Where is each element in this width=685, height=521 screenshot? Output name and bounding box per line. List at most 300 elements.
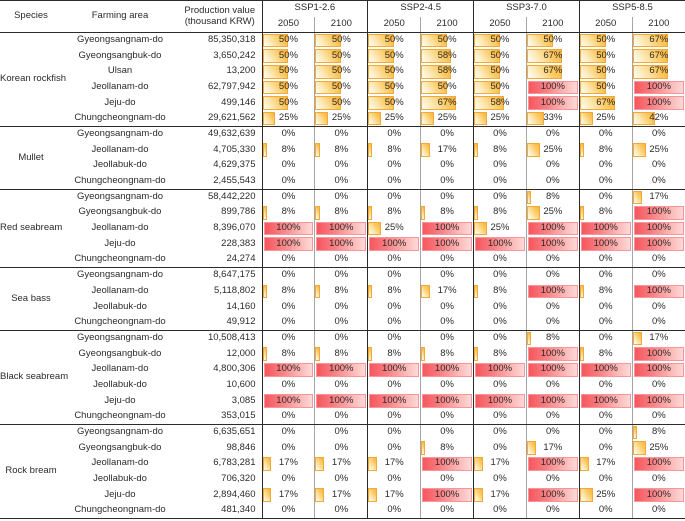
percent-label: 100% <box>540 394 565 406</box>
impact-percent-cell <box>421 95 474 111</box>
farming-area-cell: Jeju-do <box>104 237 136 249</box>
percent-label: 8% <box>493 347 507 359</box>
production-value-cell: 85,350,318 <box>178 33 262 49</box>
partial-impact-data-bar <box>527 441 536 455</box>
percent-label: 17% <box>331 457 351 469</box>
impact-percent-cell <box>474 331 527 347</box>
partial-impact-data-bar <box>421 206 425 220</box>
percent-label: 25% <box>278 112 298 124</box>
partial-impact-data-bar <box>633 426 637 439</box>
impact-percent-cell <box>262 142 315 158</box>
impact-percent-cell <box>474 456 527 472</box>
percent-label: 0% <box>493 159 507 171</box>
impact-percent-cell <box>632 503 685 519</box>
percent-label: 8% <box>281 347 296 359</box>
impact-percent-cell <box>368 362 421 378</box>
impact-percent-cell <box>315 80 368 96</box>
table-row <box>0 456 685 472</box>
percent-label: 8% <box>598 347 613 359</box>
impact-percent-cell <box>474 409 527 425</box>
percent-label: 17% <box>490 488 510 500</box>
percent-label: 100% <box>540 222 565 234</box>
percent-label: 0% <box>334 332 349 344</box>
percent-label: 8% <box>334 206 349 218</box>
percent-label: 25% <box>490 222 510 234</box>
percent-label: 0% <box>387 191 402 202</box>
percent-label: 0% <box>281 504 296 516</box>
impact-percent-cell <box>526 221 579 237</box>
percent-label: 0% <box>334 504 349 516</box>
percent-label: 100% <box>540 347 565 359</box>
impact-percent-cell <box>632 315 685 331</box>
partial-impact-data-bar <box>474 222 487 236</box>
species-group-label: Mullet <box>0 127 62 190</box>
percent-label: 0% <box>545 159 560 171</box>
percent-label: 100% <box>646 363 672 375</box>
production-value-cell: 10,508,413 <box>178 331 262 347</box>
partial-impact-data-bar <box>263 206 267 220</box>
impact-percent-cell <box>315 487 368 503</box>
partial-impact-data-bar <box>474 143 478 157</box>
table-row <box>0 48 685 64</box>
percent-label: 0% <box>387 332 402 344</box>
impact-percent-cell <box>632 487 685 503</box>
percent-label: 50% <box>596 80 616 92</box>
production-value-cell: 8,647,175 <box>178 268 262 284</box>
impact-percent-cell <box>474 205 527 221</box>
table-row <box>0 158 685 174</box>
percent-label: 0% <box>334 269 349 281</box>
percent-label: 0% <box>281 473 296 485</box>
percent-label: 0% <box>545 410 560 422</box>
percent-label: 100% <box>540 457 565 469</box>
impact-percent-cell <box>579 409 632 425</box>
percent-label: 8% <box>493 143 507 155</box>
impact-percent-cell <box>262 48 315 64</box>
production-value-cell: 481,340 <box>178 503 262 519</box>
percent-label: 50% <box>596 65 616 77</box>
percent-label: 0% <box>652 300 666 312</box>
partial-impact-data-bar <box>421 112 434 125</box>
percent-label: 0% <box>493 174 507 186</box>
impact-percent-cell <box>579 299 632 315</box>
percent-label: 100% <box>646 80 672 92</box>
impact-percent-cell <box>368 456 421 472</box>
impact-percent-cell <box>421 409 474 425</box>
impact-percent-cell <box>262 331 315 347</box>
production-value-cell: 62,797,942 <box>178 80 262 96</box>
impact-percent-cell <box>262 236 315 252</box>
impact-percent-cell <box>579 252 632 268</box>
percent-label: 0% <box>440 504 454 516</box>
species-group-label: Red seabream <box>0 189 62 267</box>
impact-percent-cell <box>368 393 421 409</box>
impact-percent-cell <box>526 362 579 378</box>
percent-label: 67% <box>596 96 616 108</box>
farming-area-cell: Gyeongsangbuk-do <box>78 441 162 453</box>
table-row <box>0 503 685 519</box>
percent-label: 0% <box>493 379 507 390</box>
percent-label: 0% <box>334 410 349 422</box>
percent-label: 67% <box>649 65 669 77</box>
farming-area-cell: Gyeongsangbuk-do <box>78 49 162 61</box>
percent-label: 0% <box>281 159 296 171</box>
farming-area-cell: Chungcheongnam-do <box>62 409 178 425</box>
percent-label: 100% <box>276 394 301 406</box>
impact-percent-cell <box>421 346 474 362</box>
table-header <box>0 1 685 33</box>
percent-label: 0% <box>545 316 560 327</box>
percent-label: 0% <box>440 379 454 390</box>
percent-label: 67% <box>543 49 563 61</box>
percent-label: 0% <box>281 410 296 422</box>
impact-percent-cell <box>262 80 315 96</box>
partial-impact-data-bar <box>580 347 584 361</box>
percent-label: 50% <box>278 80 298 92</box>
percent-label: 17% <box>437 284 457 296</box>
impact-percent-cell <box>526 472 579 488</box>
percent-label: 8% <box>545 191 560 202</box>
impact-percent-cell <box>262 111 315 127</box>
impact-percent-cell <box>579 221 632 237</box>
impact-percent-cell <box>579 268 632 284</box>
percent-label: 8% <box>440 206 454 218</box>
impact-percent-cell <box>421 487 474 503</box>
impact-percent-cell <box>368 111 421 127</box>
partial-impact-data-bar <box>527 191 531 204</box>
percent-label: 0% <box>281 191 296 202</box>
percent-label: 0% <box>440 473 454 485</box>
table-row <box>0 205 685 221</box>
partial-impact-data-bar <box>580 112 593 125</box>
farming-area-cell: Chungcheongnam-do <box>62 315 178 331</box>
table-row <box>0 284 685 300</box>
percent-label: 25% <box>437 112 457 124</box>
percent-label: 0% <box>652 269 666 281</box>
percent-label: 50% <box>278 49 298 61</box>
impact-percent-cell <box>474 252 527 268</box>
impact-percent-cell <box>632 440 685 456</box>
species-group-label: Sea bass <box>0 268 62 331</box>
percent-label: 0% <box>493 300 507 312</box>
impact-percent-cell <box>579 456 632 472</box>
partial-impact-data-bar <box>263 457 272 471</box>
percent-label: 25% <box>649 143 669 155</box>
partial-impact-data-bar <box>368 222 381 236</box>
farming-area-column-header: Farming area <box>62 1 178 33</box>
table-row <box>0 425 685 441</box>
impact-percent-cell <box>526 205 579 221</box>
impact-percent-cell <box>262 503 315 519</box>
partial-impact-data-bar <box>580 457 589 471</box>
percent-label: 8% <box>281 206 296 218</box>
impact-percent-cell <box>632 472 685 488</box>
impact-percent-cell <box>579 236 632 252</box>
partial-impact-data-bar <box>315 457 324 471</box>
production-value-header-line1: Production value <box>184 4 256 16</box>
farming-area-cell: Ulsan <box>107 65 133 77</box>
impact-percent-cell <box>474 64 527 80</box>
scenario-header-ssp5-8-5: SSP5-8.5 <box>612 2 653 14</box>
percent-label: 8% <box>281 284 296 296</box>
production-value-header-line2: (thousand KRW) <box>184 15 255 27</box>
percent-label: 100% <box>382 394 407 406</box>
percent-label: 8% <box>598 284 613 296</box>
impact-percent-cell <box>262 362 315 378</box>
percent-label: 58% <box>490 96 510 108</box>
impact-percent-cell <box>474 487 527 503</box>
impact-percent-cell <box>315 95 368 111</box>
impact-percent-cell <box>421 378 474 394</box>
percent-label: 50% <box>384 65 404 77</box>
percent-label: 0% <box>493 473 507 485</box>
year-header-2100: 2100 <box>315 17 368 33</box>
impact-percent-cell <box>632 158 685 174</box>
percent-label: 0% <box>387 504 402 516</box>
percent-label: 0% <box>334 159 349 171</box>
impact-percent-cell <box>526 236 579 252</box>
impact-percent-cell <box>632 393 685 409</box>
impact-percent-cell <box>632 409 685 425</box>
table-row <box>0 80 685 96</box>
partial-impact-data-bar <box>474 112 487 125</box>
percent-label: 0% <box>652 128 666 140</box>
impact-percent-cell <box>368 409 421 425</box>
impact-percent-cell <box>632 48 685 64</box>
species-group-label: Korean rockfish <box>0 33 62 127</box>
percent-label: 50% <box>596 49 616 61</box>
percent-label: 0% <box>387 300 402 312</box>
impact-percent-cell <box>474 503 527 519</box>
impact-percent-cell <box>526 456 579 472</box>
percent-label: 8% <box>387 347 402 359</box>
percent-label: 0% <box>281 128 296 140</box>
impact-percent-cell <box>368 80 421 96</box>
impact-percent-cell <box>315 127 368 143</box>
production-value-cell: 5,118,802 <box>178 284 262 300</box>
impact-percent-cell <box>632 111 685 127</box>
partial-impact-data-bar <box>527 143 540 157</box>
farming-area-cell: Gyeongsangbuk-do <box>78 206 162 218</box>
impact-percent-cell <box>421 472 474 488</box>
impact-percent-cell <box>526 315 579 331</box>
percent-label: 100% <box>434 457 460 469</box>
impact-percent-cell <box>368 95 421 111</box>
impact-percent-cell <box>474 142 527 158</box>
impact-percent-cell <box>579 503 632 519</box>
table-row <box>0 111 685 127</box>
percent-label: 0% <box>598 316 613 327</box>
impact-percent-cell <box>315 205 368 221</box>
impact-percent-cell <box>368 284 421 300</box>
percent-label: 100% <box>646 222 672 234</box>
percent-label: 0% <box>545 300 560 312</box>
percent-label: 25% <box>596 112 616 124</box>
impact-percent-cell <box>315 378 368 394</box>
percent-label: 100% <box>540 237 565 249</box>
percent-label: 0% <box>334 128 349 140</box>
partial-impact-data-bar <box>368 112 381 125</box>
impact-percent-cell <box>579 127 632 143</box>
impact-percent-cell <box>315 33 368 49</box>
partial-impact-data-bar <box>368 143 372 157</box>
impact-percent-cell <box>315 236 368 252</box>
farming-area-cell: Jeollanam-do <box>91 143 149 155</box>
impact-percent-cell <box>368 503 421 519</box>
year-header-2050: 2050 <box>474 17 527 33</box>
impact-percent-cell <box>421 142 474 158</box>
percent-label: 50% <box>543 34 563 46</box>
impact-percent-cell <box>315 503 368 519</box>
impact-percent-cell <box>421 174 474 190</box>
impact-percent-cell <box>315 315 368 331</box>
production-value-cell: 899,786 <box>178 205 262 221</box>
percent-label: 100% <box>593 222 618 234</box>
impact-percent-cell <box>315 393 368 409</box>
impact-percent-cell <box>421 48 474 64</box>
percent-label: 0% <box>387 174 402 186</box>
percent-label: 25% <box>384 222 404 234</box>
impact-percent-cell <box>632 331 685 347</box>
production-value-cell: 49,912 <box>178 315 262 331</box>
percent-label: 0% <box>545 504 560 516</box>
percent-label: 0% <box>334 473 349 485</box>
partial-impact-data-bar <box>580 488 593 502</box>
table-row <box>0 142 685 158</box>
table-row <box>0 362 685 378</box>
percent-label: 58% <box>437 49 457 61</box>
partial-impact-data-bar <box>368 206 372 220</box>
impact-percent-cell <box>421 425 474 441</box>
percent-label: 0% <box>387 441 402 453</box>
percent-label: 50% <box>384 34 404 46</box>
percent-label: 100% <box>276 222 301 234</box>
impact-percent-cell <box>474 378 527 394</box>
percent-label: 0% <box>281 332 296 344</box>
impact-percent-cell <box>315 142 368 158</box>
percent-label: 17% <box>384 457 404 469</box>
table-row <box>0 378 685 394</box>
farming-area-cell: Jeollanam-do <box>91 80 149 92</box>
production-value-cell: 6,783,281 <box>178 456 262 472</box>
percent-label: 0% <box>652 504 666 516</box>
percent-label: 100% <box>540 96 565 108</box>
impact-percent-cell <box>526 378 579 394</box>
percent-label: 0% <box>281 316 296 327</box>
impact-percent-cell <box>474 315 527 331</box>
percent-label: 17% <box>649 191 669 202</box>
percent-label: 100% <box>329 363 354 375</box>
percent-label: 100% <box>593 394 618 406</box>
farming-area-cell: Gyeongsangnam-do <box>76 269 164 281</box>
table-row <box>0 221 685 237</box>
impact-percent-cell <box>262 268 315 284</box>
partial-impact-data-bar <box>421 285 430 299</box>
impact-percent-cell <box>368 236 421 252</box>
percent-label: 50% <box>331 49 351 61</box>
percent-label: 50% <box>278 34 298 46</box>
impact-percent-cell <box>474 111 527 127</box>
percent-label: 0% <box>493 269 507 281</box>
table-row <box>0 472 685 488</box>
impact-percent-cell <box>632 142 685 158</box>
percent-label: 0% <box>334 316 349 327</box>
percent-label: 8% <box>387 206 402 218</box>
percent-label: 0% <box>281 379 296 390</box>
impact-percent-cell <box>526 80 579 96</box>
partial-impact-data-bar <box>421 347 425 361</box>
percent-label: 0% <box>493 191 507 202</box>
percent-label: 0% <box>598 379 613 390</box>
percent-label: 100% <box>646 347 672 359</box>
percent-label: 50% <box>490 34 510 46</box>
impact-percent-cell <box>262 284 315 300</box>
impact-percent-cell <box>526 393 579 409</box>
table-row <box>0 236 685 252</box>
partial-impact-data-bar <box>368 457 377 471</box>
impact-percent-cell <box>526 284 579 300</box>
partial-impact-data-bar <box>527 112 544 125</box>
percent-label: 0% <box>387 269 402 281</box>
farming-area-cell: Jeollanam-do <box>91 284 149 296</box>
percent-label: 0% <box>598 426 613 438</box>
percent-label: 0% <box>493 504 507 516</box>
scenario-header-ssp3-7-0: SSP3-7.0 <box>474 1 580 17</box>
farming-area-cell: Gyeongsangbuk-do <box>78 347 162 359</box>
impact-percent-cell <box>315 472 368 488</box>
percent-label: 0% <box>281 269 296 281</box>
impact-percent-cell <box>579 378 632 394</box>
percent-label: 100% <box>487 363 513 375</box>
farming-area-cell: Chungcheongnam-do <box>62 174 178 190</box>
percent-label: 0% <box>598 174 613 186</box>
percent-label: 25% <box>543 206 563 218</box>
impact-percent-cell <box>368 425 421 441</box>
percent-label: 0% <box>440 316 454 327</box>
percent-label: 0% <box>598 159 613 171</box>
percent-label: 0% <box>598 504 613 516</box>
percent-label: 0% <box>281 300 296 312</box>
impact-percent-cell <box>526 440 579 456</box>
impact-percent-cell <box>579 346 632 362</box>
impact-percent-cell <box>421 158 474 174</box>
impact-percent-cell <box>368 189 421 205</box>
impact-percent-cell <box>368 315 421 331</box>
partial-impact-data-bar <box>315 206 319 220</box>
percent-label: 0% <box>493 410 507 422</box>
scenario-header-ssp2-4-5: SSP2-4.5 <box>368 1 474 17</box>
percent-label: 50% <box>278 65 298 77</box>
percent-label: 100% <box>329 237 354 249</box>
impact-percent-cell <box>262 456 315 472</box>
percent-label: 0% <box>598 410 613 422</box>
partial-impact-data-bar <box>474 347 478 361</box>
impact-percent-cell <box>474 33 527 49</box>
percent-label: 8% <box>493 206 507 218</box>
percent-label: 0% <box>387 253 402 265</box>
percent-label: 100% <box>540 80 565 92</box>
percent-label: 50% <box>384 80 404 92</box>
partial-impact-data-bar <box>263 143 267 157</box>
impact-percent-cell <box>368 378 421 394</box>
percent-label: 25% <box>596 488 616 500</box>
impact-percent-cell <box>526 64 579 80</box>
impact-percent-cell <box>368 33 421 49</box>
partial-impact-data-bar <box>633 143 646 157</box>
impact-percent-cell <box>421 503 474 519</box>
table-row <box>0 393 685 409</box>
percent-label: 0% <box>440 174 454 186</box>
